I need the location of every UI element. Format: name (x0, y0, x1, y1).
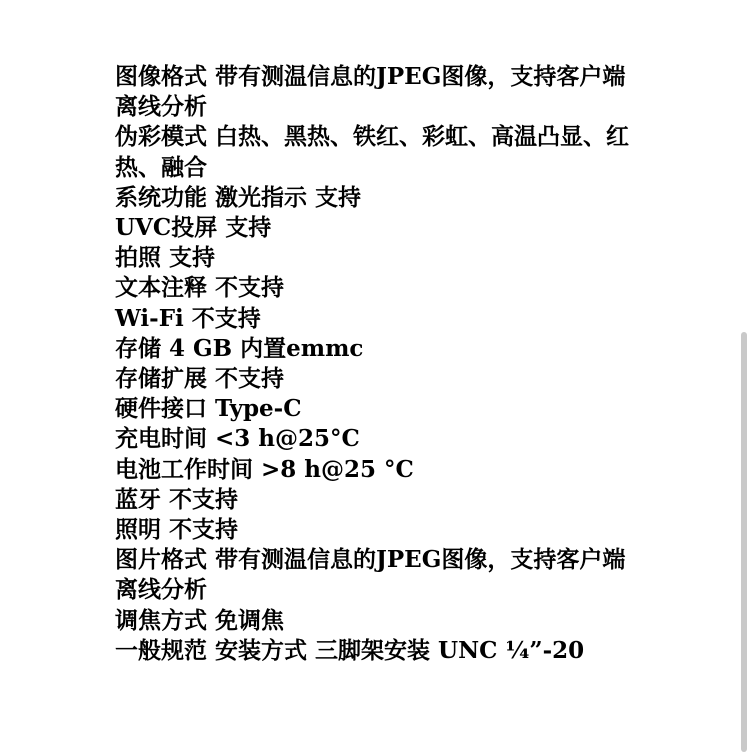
spec-line-wifi: Wi-Fi 不支持 (115, 304, 261, 332)
spec-line-storage-expansion: 存储扩展 不支持 (115, 365, 285, 393)
spec-line-photo: 拍照 支持 (115, 244, 216, 272)
vertical-scrollbar[interactable] (740, 0, 750, 750)
scrollbar-thumb[interactable] (741, 332, 747, 752)
spec-line-text-note: 文本注释 不支持 (115, 274, 285, 302)
spec-line-battery-time: 电池工作时间 >8 h@25 °C (115, 455, 414, 483)
spec-line-pseudo-color: 伪彩模式 白热、黑热、铁红、彩虹、高温凸显、红热、融合 (115, 123, 630, 181)
spec-line-storage: 存储 4 GB 内置emmc (115, 334, 364, 362)
spec-line-focus: 调焦方式 免调焦 (115, 606, 285, 634)
spec-line-laser: 系统功能 激光指示 支持 (115, 183, 362, 211)
spec-text-block (115, 62, 635, 666)
spec-line-charge-time: 充电时间 <3 h@25°C (115, 425, 360, 453)
spec-line-uvc: UVC投屏 支持 (115, 214, 272, 242)
spec-line-bluetooth: 蓝牙 不支持 (115, 485, 239, 513)
spec-line-image-format: 图像格式 带有测温信息的JPEG图像，支持客户端离线分析 (115, 63, 626, 121)
spec-line-picture-format: 图片格式 带有测温信息的JPEG图像，支持客户端离线分析 (115, 546, 626, 604)
spec-line-general: 一般规范 安装方式 三脚架安装 UNC ¼”-20 (115, 636, 585, 664)
spec-line-hardware-interface: 硬件接口 Type-C (115, 395, 302, 423)
spec-line-lighting: 照明 不支持 (115, 516, 239, 544)
